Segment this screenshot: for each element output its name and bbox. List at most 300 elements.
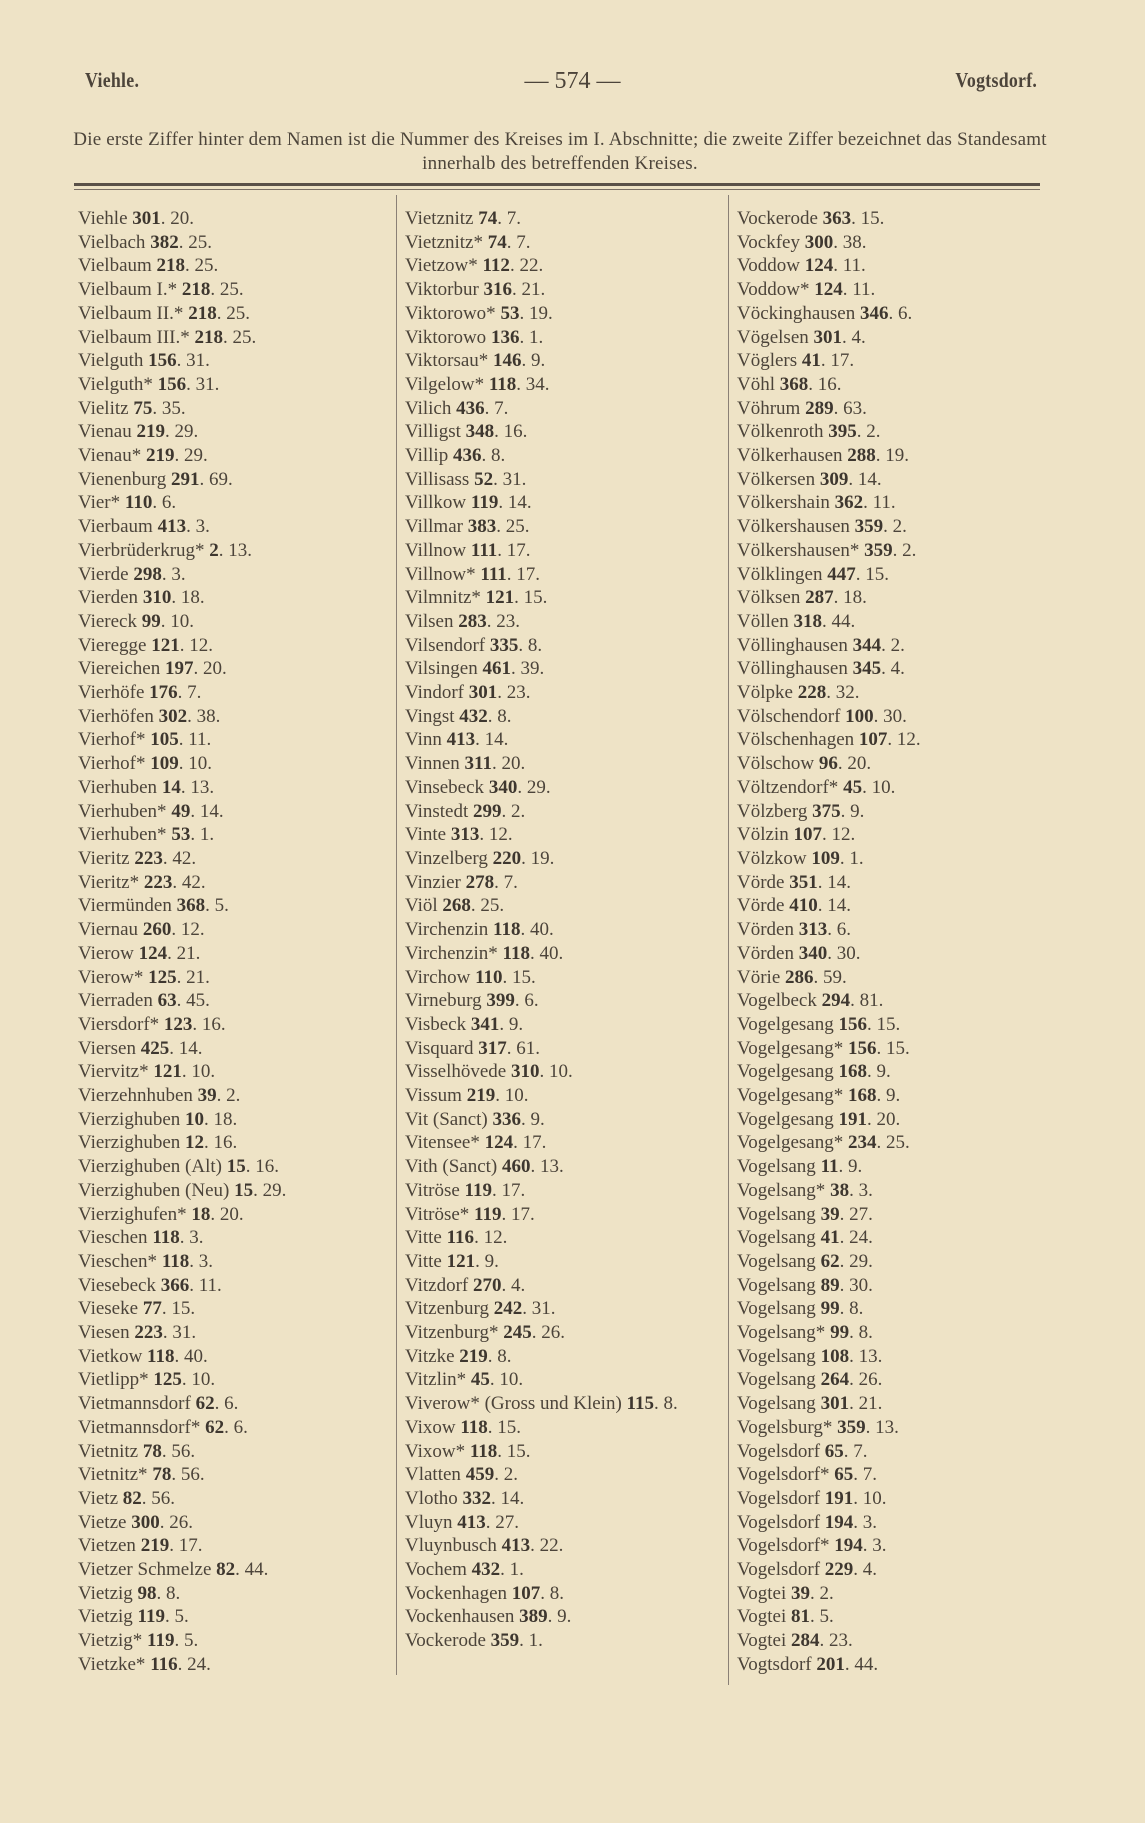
kreis-number: 362 [834, 492, 864, 514]
kreis-number: 218 [156, 255, 186, 277]
index-entry: Völkershausen* 359. 2. [737, 539, 917, 561]
index-entry: Völzberg 375. 9. [737, 800, 865, 822]
place-name: Vöhrum [737, 397, 801, 419]
header-rule [74, 183, 1040, 186]
place-name: Villmar [405, 516, 463, 538]
standesamt-number: 21 [858, 1393, 878, 1415]
standesamt-number: 27 [495, 1511, 515, 1533]
kreis-number: 399 [486, 990, 515, 1012]
standesamt-number: 15 [506, 1440, 526, 1462]
place-name: Vockenhagen [405, 1582, 508, 1604]
kreis-number: 298 [133, 563, 162, 585]
standesamt-number: 31 [172, 1322, 192, 1344]
index-entry: Vogelsdorf 191. 10. [737, 1487, 887, 1509]
kreis-number: 74 [478, 208, 498, 229]
place-name: Vielguth* [78, 373, 153, 395]
standesamt-number: 16 [503, 421, 523, 443]
place-name: Völlinghausen [737, 658, 848, 680]
index-entry: Villnow* 111. 17. [405, 563, 541, 585]
kreis-number: 109 [150, 753, 179, 775]
index-entry: Vissum 219. 10. [405, 1085, 529, 1107]
index-entry: Vogtsdorf 201. 44. [737, 1653, 879, 1675]
standesamt-number: 17 [516, 563, 536, 585]
index-entry: Vinsebeck 340. 29. [405, 776, 551, 798]
kreis-number: 301 [820, 1393, 850, 1415]
standesamt-number: 20 [170, 208, 190, 229]
kreis-number: 336 [492, 1108, 522, 1130]
index-entry: Völzkow 109. 1. [737, 847, 864, 869]
kreis-number: 413 [501, 1535, 531, 1557]
index-entry: Viersdorf* 123. 16. [78, 1013, 226, 1035]
kreis-number: 168 [838, 1061, 867, 1083]
kreis-number: 234 [848, 1132, 877, 1154]
standesamt-number: 14 [484, 729, 504, 751]
standesamt-number: 14 [500, 1487, 520, 1509]
standesamt-number: 8 [549, 1582, 560, 1604]
index-entry: Viesen 223. 31. [78, 1322, 197, 1344]
standesamt-number: 17 [522, 1132, 542, 1154]
index-entry: Vieseke 77. 15. [78, 1298, 196, 1320]
place-name: Vielbaum III.* [78, 326, 190, 348]
index-entry: Vieregge 121. 12. [78, 634, 213, 656]
index-entry: Völschow 96. 20. [737, 753, 872, 775]
index-entry: Vöhrum 289. 63. [737, 397, 867, 419]
kreis-number: 156 [157, 373, 187, 395]
kreis-number: 112 [482, 255, 510, 277]
place-name: Vöhl [737, 373, 775, 395]
kreis-number: 460 [502, 1156, 531, 1178]
index-entry: Vietze 300. 26. [78, 1511, 193, 1533]
place-name: Vörden [737, 942, 794, 964]
kreis-number: 118 [161, 1250, 190, 1272]
place-name: Vit (Sanct) [405, 1108, 488, 1130]
index-entry: Villigst 348. 16. [405, 421, 528, 443]
standesamt-number: 4 [851, 326, 862, 348]
kreis-number: 116 [150, 1653, 178, 1675]
standesamt-number: 9 [530, 1108, 541, 1130]
kreis-number: 283 [458, 610, 487, 632]
index-entry: Vilmnitz* 121. 15. [405, 587, 548, 609]
index-entry: Viverow* (Gross und Klein) 115. 8. [405, 1393, 678, 1415]
index-entry: Vinn 413. 14. [405, 729, 509, 751]
standesamt-number: 44 [244, 1559, 264, 1581]
standesamt-number: 9 [848, 1156, 858, 1178]
kreis-number: 341 [470, 1013, 500, 1035]
index-entry: Vierhuben* 53. 1. [78, 824, 215, 846]
standesamt-number: 22 [539, 1535, 559, 1557]
standesamt-number: 9 [508, 1013, 519, 1035]
standesamt-number: 9 [886, 1085, 896, 1107]
kreis-number: 335 [489, 634, 519, 656]
standesamt-number: 14 [857, 468, 877, 490]
index-entry: Viöl 268. 25. [405, 895, 505, 917]
standesamt-number: 6 [161, 492, 172, 514]
standesamt-number: 19 [528, 302, 548, 324]
index-entry: Völzin 107. 12. [737, 824, 856, 846]
place-name: Vogelbeck [737, 990, 817, 1012]
standesamt-number: 18 [180, 587, 200, 609]
standesamt-number: 25 [480, 895, 500, 917]
place-name: Vietnitz* [78, 1464, 148, 1486]
standesamt-number: 31 [195, 373, 215, 395]
place-name: Vinsebeck [405, 776, 485, 798]
standesamt-number: 59 [823, 966, 843, 988]
index-entry: Vierde 298. 3. [78, 563, 186, 585]
index-entry: Vierhof* 105. 11. [78, 729, 212, 751]
index-entry: Vielbaum III.* 218. 25. [78, 326, 257, 348]
index-entry: Vieschen* 118. 3. [78, 1250, 214, 1272]
index-entry: Viktorbur 316. 21. [405, 279, 546, 301]
index-entry: Visbeck 341. 9. [405, 1013, 524, 1035]
standesamt-number: 42 [181, 871, 201, 893]
kreis-number: 301 [132, 208, 161, 229]
place-name: Vietmannsdorf [78, 1393, 191, 1415]
standesamt-number: 26 [858, 1369, 878, 1391]
index-entry: Vierden 310. 18. [78, 587, 205, 609]
kreis-number: 413 [446, 729, 476, 751]
index-entry: Viktorowo* 53. 19. [405, 302, 553, 324]
place-name: Vixow* [405, 1440, 466, 1462]
index-entry: Vogelgesang 191. 20. [737, 1108, 901, 1130]
kreis-number: 118 [147, 1345, 175, 1367]
index-entry: Villmar 383. 25. [405, 516, 530, 538]
kreis-number: 39 [791, 1582, 811, 1604]
kreis-number: 219 [140, 1535, 170, 1557]
standesamt-number: 16 [255, 1156, 275, 1178]
index-entry: Vilich 436. 7. [405, 397, 509, 419]
index-entry: Völklingen 447. 15. [737, 563, 889, 585]
kreis-number: 118 [460, 1416, 488, 1438]
standesamt-number: 12 [831, 824, 851, 846]
place-name: Vitzenburg [405, 1298, 489, 1320]
place-name: Vietzen [78, 1535, 136, 1557]
standesamt-number: 30 [883, 705, 903, 727]
standesamt-number: 4 [862, 1559, 873, 1581]
index-entry: Vöglers 41. 17. [737, 350, 855, 372]
standesamt-number: 19 [885, 445, 905, 467]
index-entry: Vietnitz* 78. 56. [78, 1464, 205, 1486]
kreis-number: 260 [142, 919, 172, 941]
index-entry: Villnow 111. 17. [405, 539, 531, 561]
place-name: Viesen [78, 1322, 130, 1344]
place-name: Vochem [405, 1559, 467, 1581]
standesamt-number: 21 [176, 942, 196, 964]
standesamt-number: 29 [174, 421, 194, 443]
standesamt-number: 6 [836, 919, 847, 941]
index-entry: Vielguth 156. 31. [78, 350, 210, 372]
standesamt-number: 15 [886, 1037, 905, 1059]
standesamt-number: 3 [189, 1227, 199, 1249]
kreis-number: 425 [140, 1037, 170, 1059]
index-entry: Visquard 317. 61. [405, 1037, 541, 1059]
kreis-number: 368 [176, 895, 206, 917]
kreis-number: 436 [456, 397, 485, 419]
standesamt-number: 38 [196, 705, 216, 727]
place-name: Vieschen* [78, 1250, 158, 1272]
index-column-1 [78, 207, 398, 1677]
place-name: Viktorsau* [405, 350, 489, 372]
standesamt-number: 24 [849, 1227, 869, 1249]
standesamt-number: 21 [521, 279, 541, 301]
place-name: Vluynbusch [405, 1535, 497, 1557]
kreis-number: 264 [820, 1369, 850, 1391]
standesamt-number: 8 [858, 1322, 869, 1344]
place-name: Vögelsen [737, 326, 809, 348]
index-entry: Viernau 260. 12. [78, 919, 205, 941]
index-entry: Vietznitz* 74. 7. [405, 231, 531, 253]
kreis-number: 156 [148, 350, 177, 372]
place-name: Vierhuben* [78, 824, 167, 846]
kreis-number: 41 [820, 1227, 840, 1249]
standesamt-number: 6 [233, 1416, 244, 1438]
index-entry: Villip 436. 8. [405, 445, 506, 467]
kreis-number: 118 [502, 942, 530, 964]
kreis-number: 107 [793, 824, 822, 846]
place-name: Völkerhausen [737, 445, 843, 467]
kreis-number: 223 [134, 847, 163, 869]
standesamt-number: 11 [842, 255, 862, 277]
standesamt-number: 23 [496, 610, 516, 632]
index-entry: Vogelsdorf 229. 4. [737, 1559, 878, 1581]
standesamt-number: 16 [213, 1132, 233, 1154]
place-name: Visselhövede [405, 1061, 507, 1083]
place-name: Vith (Sanct) [405, 1156, 498, 1178]
standesamt-number: 16 [817, 373, 837, 395]
kreis-number: 108 [820, 1345, 850, 1367]
kreis-number: 110 [124, 492, 153, 514]
place-name: Villip [405, 445, 449, 467]
place-name: Vogelgesang [737, 1013, 834, 1035]
index-entry: Vienau 219. 29. [78, 421, 199, 443]
kreis-number: 53 [500, 302, 520, 324]
index-entry: Vluynbusch 413. 22. [405, 1535, 564, 1557]
kreis-number: 383 [467, 516, 497, 538]
standesamt-number: 44 [831, 610, 851, 632]
place-name: Villkow [405, 492, 467, 514]
kreis-number: 368 [779, 373, 809, 395]
standesamt-number: 5 [184, 1630, 194, 1652]
kreis-number: 14 [161, 776, 181, 798]
standesamt-number: 25 [194, 255, 214, 277]
standesamt-number: 10 [499, 1369, 519, 1391]
kreis-number: 344 [852, 634, 882, 656]
standesamt-number: 9 [557, 1606, 567, 1628]
standesamt-number: 6 [224, 1393, 234, 1415]
kreis-number: 310 [142, 587, 172, 609]
kreis-number: 110 [475, 966, 503, 988]
place-name: Vingst [405, 705, 455, 727]
kreis-number: 395 [828, 421, 857, 443]
kreis-number: 301 [468, 682, 498, 704]
standesamt-number: 56 [171, 1440, 191, 1462]
kreis-number: 45 [843, 776, 863, 798]
index-entry: Vierzighuben 12. 16. [78, 1132, 238, 1154]
place-name: Vogelsdorf [737, 1440, 821, 1462]
place-name: Vörde [737, 895, 785, 917]
index-entry: Vörie 286. 59. [737, 966, 847, 988]
place-name: Vogelsang [737, 1227, 816, 1249]
kreis-number: 310 [510, 1061, 540, 1083]
index-entry: Vielguth* 156. 31. [78, 373, 220, 395]
standesamt-number: 29 [262, 1179, 282, 1201]
place-name: Vixow [405, 1416, 456, 1438]
kreis-number: 191 [824, 1487, 854, 1509]
standesamt-number: 15 [876, 1013, 896, 1035]
place-name: Vienenburg [78, 468, 167, 490]
place-name: Visbeck [405, 1013, 467, 1035]
index-entry: Vochem 432. 1. [405, 1559, 524, 1581]
kreis-number: 49 [171, 800, 191, 822]
place-name: Vietnitz [78, 1440, 139, 1462]
place-name: Vietzig* [78, 1630, 143, 1652]
standesamt-number: 39 [520, 658, 540, 680]
place-name: Vogtei [737, 1606, 787, 1628]
kreis-number: 125 [153, 1369, 182, 1391]
index-entry: Völlinghausen 345. 4. [737, 658, 905, 680]
index-entry: Vitensee* 124. 17. [405, 1132, 547, 1154]
place-name: Vöglers [737, 350, 798, 372]
standesamt-number: 19 [530, 847, 550, 869]
index-entry: Vietz 82. 56. [78, 1487, 176, 1509]
running-head-right: Vogtsdorf. [955, 68, 1037, 92]
place-name: Vielitz [78, 397, 129, 419]
index-entry: Vilsingen 461. 39. [405, 658, 545, 680]
standesamt-number: 44 [854, 1653, 874, 1675]
kreis-number: 121 [153, 1061, 182, 1083]
standesamt-number: 32 [835, 682, 855, 704]
index-entry: Vlotho 332. 14. [405, 1487, 525, 1509]
standesamt-number: 5 [174, 1606, 184, 1628]
index-entry: Vieritz 223. 42. [78, 847, 197, 869]
index-entry: Vieritz* 223. 42. [78, 871, 206, 893]
place-name: Vogelsburg* [737, 1416, 833, 1438]
standesamt-number: 9 [850, 800, 860, 822]
kreis-number: 18 [191, 1203, 211, 1225]
standesamt-number: 2 [511, 800, 521, 822]
place-name: Vilmnitz* [405, 587, 481, 609]
standesamt-number: 8 [527, 634, 538, 656]
index-entry: Vielbaum 218. 25. [78, 255, 219, 277]
kreis-number: 77 [142, 1298, 162, 1320]
standesamt-number: 25 [226, 302, 246, 324]
standesamt-number: 20 [501, 753, 521, 775]
place-name: Vitzenburg* [405, 1322, 499, 1344]
kreis-number: 346 [859, 302, 889, 324]
kreis-number: 294 [821, 990, 851, 1012]
index-entry: Vierraden 63. 45. [78, 990, 210, 1012]
standesamt-number: 13 [875, 1416, 895, 1438]
kreis-number: 223 [143, 871, 173, 893]
kreis-number: 220 [492, 847, 522, 869]
standesamt-number: 31 [531, 1298, 551, 1320]
kreis-number: 118 [488, 373, 517, 395]
index-entry: Vierzighuben (Alt) 15. 16. [78, 1156, 279, 1178]
place-name: Vierzighufen* [78, 1203, 187, 1225]
standesamt-number: 29 [183, 445, 203, 467]
standesamt-number: 31 [502, 468, 522, 490]
index-entry: Völkenroth 395. 2. [737, 421, 881, 443]
place-name: Völkershausen* [737, 539, 860, 561]
index-entry: Villkow 119. 14. [405, 492, 532, 514]
place-name: Vierhof* [78, 753, 146, 775]
place-name: Vierzighuben (Neu) [78, 1179, 230, 1201]
place-name: Vitte [405, 1250, 442, 1272]
standesamt-number: 12 [180, 919, 200, 941]
index-entry: Vietmannsdorf* 62. 6. [78, 1416, 248, 1438]
place-name: Vogelsang [737, 1393, 816, 1415]
standesamt-number: 25 [886, 1132, 905, 1154]
place-name: Vöckinghausen [737, 302, 856, 324]
place-name: Völksen [737, 587, 801, 609]
index-entry: Vogelgesang 156. 15. [737, 1013, 901, 1035]
index-entry: Vockerode 359. 1. [405, 1630, 543, 1652]
index-entry: Vluyn 413. 27. [405, 1511, 519, 1533]
kreis-number: 78 [152, 1464, 172, 1486]
index-entry: Vockenhagen 107. 8. [405, 1582, 565, 1604]
kreis-number: 119 [147, 1630, 175, 1652]
standesamt-number: 2 [890, 634, 901, 656]
index-entry: Vietnitz 78. 56. [78, 1440, 196, 1462]
index-entry: Vogelsang 301. 21. [737, 1393, 883, 1415]
standesamt-number: 10 [188, 753, 208, 775]
place-name: Vienau* [78, 445, 142, 467]
place-name: Viverow* (Gross und Klein) [405, 1393, 622, 1415]
index-entry: Vitzenburg* 245. 26. [405, 1322, 565, 1344]
kreis-number: 96 [818, 753, 838, 775]
standesamt-number: 3 [858, 1179, 869, 1201]
place-name: Vietze [78, 1511, 127, 1533]
index-entry: Vierhöfe 176. 7. [78, 682, 202, 704]
kreis-number: 168 [848, 1085, 877, 1107]
place-name: Völzberg [737, 800, 808, 822]
kreis-number: 89 [820, 1274, 840, 1296]
place-name: Völklingen [737, 563, 823, 585]
kreis-number: 62 [195, 1393, 215, 1415]
place-name: Vitensee* [405, 1132, 480, 1154]
kreis-number: 413 [457, 1511, 486, 1533]
place-name: Vielbach [78, 231, 146, 253]
standesamt-number: 2 [819, 1582, 830, 1604]
kreis-number: 62 [820, 1250, 840, 1272]
place-name: Viernau [78, 919, 139, 941]
place-name: Völlen [737, 610, 789, 632]
place-name: Vitröse [405, 1179, 460, 1201]
place-name: Vierzehnhuben [78, 1085, 193, 1107]
kreis-number: 109 [811, 847, 840, 869]
kreis-number: 111 [470, 539, 498, 561]
kreis-number: 218 [181, 279, 211, 301]
standesamt-number: 10 [170, 610, 190, 632]
place-name: Vogtei [737, 1630, 787, 1652]
index-entry: Vilsendorf 335. 8. [405, 634, 543, 656]
kreis-number: 74 [487, 231, 507, 253]
place-name: Vierhof* [78, 729, 146, 751]
standesamt-number: 17 [511, 1203, 530, 1225]
kreis-number: 447 [827, 563, 856, 585]
index-entry: Vierbaum 413. 3. [78, 516, 210, 538]
kreis-number: 287 [805, 587, 834, 609]
standesamt-number: 31 [186, 350, 206, 372]
index-entry: Vindorf 301. 23. [405, 682, 531, 704]
kreis-number: 81 [791, 1606, 811, 1628]
kreis-number: 82 [216, 1559, 236, 1581]
kreis-number: 317 [478, 1037, 507, 1059]
index-entry: Vierow* 125. 21. [78, 966, 210, 988]
kreis-number: 2 [209, 539, 219, 561]
index-entry: Vierhof* 109. 10. [78, 753, 212, 775]
place-name: Vockenhausen [405, 1606, 515, 1628]
standesamt-number: 63 [843, 397, 863, 419]
